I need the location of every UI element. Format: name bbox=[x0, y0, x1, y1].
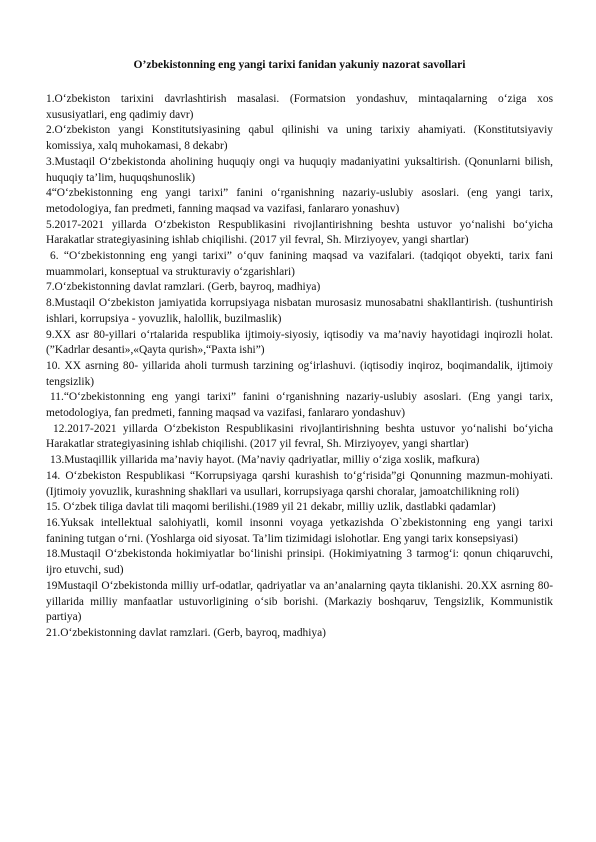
page-title: O’zbekistonning eng yangi tarixi fanidan yakuniy nazorat savollari bbox=[133, 58, 466, 71]
question-item: 18.Mustaqil O‘zbekistonda hokimiyatlar bo‘linishi prinsipi. (Hokimiyatning 3 tarmog‘i: qonun chiqaruvchi, ijro etuvchi, sud) bbox=[46, 548, 553, 577]
question-list bbox=[46, 92, 553, 642]
question-item: 2.O‘zbekiston yangi Konstitutsiyasining qabul qilinishi va uning tarixiy ahamiyati. (Konstitutsiyaviy komissiya, xalq muhokamasi, 8 dekabr) bbox=[46, 124, 553, 153]
question-item: 8.Mustaqil O‘zbekiston jamiyatida korrupsiyaga nisbatan murosasiz munosabatni shakllantirish. (tushuntirish ishlari, korrupsiya - yovuzlik, halollik, buzilmaslik) bbox=[46, 297, 553, 325]
question-item: 19Mustaqil O‘zbekistonda milliy urf-odatlar, qadriyatlar va an’analarning qayta tiklanishi. 20.XX asrning 80- yillarida milliy manfaatlar ustuvorligining o‘sib borishi. (Markaziy boshqaruv, Tengsizlik, Kommunistik partiya) bbox=[46, 579, 553, 624]
question-item: 16.Yuksak intellektual salohiyatli, komil insonni voyaga yetkazishda O`zbekistonning eng yangi tarixi fanining tutgan o‘rni. (Yoshlarga oid siyosat. Ta’lim tizimidagi islohotlar. Eng yangi tarix konsepsiyasi) bbox=[46, 516, 553, 545]
question-item: 6. “O‘zbekistonning eng yangi tarixi” o‘quv fanining maqsad va vazifalari. (tadqiqot obyekti, tarix fani muammolari, konseptual va strukturaviy o‘zgarishlari) bbox=[46, 250, 553, 278]
question-item: 10. XX asrning 80- yillarida aholi turmush tarzining og‘irlashuvi. (iqtisodiy inqiroz, boqimandalik, ijtimoiy tengsizlik) bbox=[46, 359, 553, 388]
question-item: 5.2017-2021 yillarda O‘zbekiston Respublikasini rivojlantirishning beshta ustuvor yo‘nalishi bo‘yicha Harakatlar strategiyasining ishlab chiqilishi. (2017 yil fevral, Sh. Mirziyoyev, yangi shartlar) bbox=[46, 218, 553, 247]
question-item: 9.XX asr 80-yillari o‘rtalarida respublika ijtimoiy-siyosiy, iqtisodiy va ma’naviy hayotidagi inqirozli holat. (”Kadrlar desanti»,«Qayta qurish»,“Paxta ishi”) bbox=[46, 328, 553, 357]
question-item: 14. O‘zbekiston Respublikasi “Korrupsiyaga qarshi kurashish to‘g‘risida”gi Qonunning mazmun-mohiyati. (Ijtimoiy yovuzlik, kurashning shakllari va usullari, korrupsiyaga qarshi choralar, jamoatchilikning roli) bbox=[46, 469, 553, 498]
question-item: 7.O‘zbekistonning davlat ramzlari. (Gerb, bayroq, madhiya) bbox=[46, 281, 321, 294]
question-item: 21.O‘zbekistonning davlat ramzlari. (Gerb, bayroq, madhiya) bbox=[46, 626, 326, 639]
question-item: 12.2017-2021 yillarda O‘zbekiston Respublikasini rivojlantirishning beshta ustuvor yo‘nalishi bo‘yicha Harakatlar strategiyasining ishlab chiqilishi. (2017 yil fevral, Sh. Mirziyoyev, yangi shartlar) bbox=[46, 422, 553, 451]
question-item: 11.“O‘zbekistonning eng yangi tarixi” fanini o‘rganishning nazariy-uslubiy asoslari. (Eng yangi tarix, metodologiya, fan predmeti, fanning maqsad va vazifasi, fanlararo yondashuv) bbox=[46, 391, 553, 420]
question-item: 1.O‘zbekiston tarixini davrlashtirish masalasi. (Formatsion yondashuv, mintaqalarning o‘ziga xos xususiyatlari, eng qadimiy davr) bbox=[46, 93, 553, 121]
question-item: 4“O‘zbekistonning eng yangi tarixi” fanini o‘rganishning nazariy-uslubiy asoslari. (eng yangi tarix, metodologiya, fan predmeti, fanning maqsad va vazifasi, fanlararo yonashuv) bbox=[46, 187, 553, 215]
question-item: 15. O‘zbek tiliga davlat tili maqomi berilishi.(1989 yil 21 dekabr, milliy uzlik, dastlabki qadamlar) bbox=[46, 501, 496, 514]
question-item: 13.Mustaqillik yillarida ma’naviy hayot. (Ma’naviy qadriyatlar, milliy o‘ziga xoslik, mafkura) bbox=[50, 454, 480, 467]
question-item: 3.Mustaqil O‘zbekistonda aholining huquqiy ongi va huquqiy madaniyatini yuksaltirish. (Qonunlarni bilish, huquqiy ta’lim, huquqshunoslik) bbox=[46, 155, 553, 184]
